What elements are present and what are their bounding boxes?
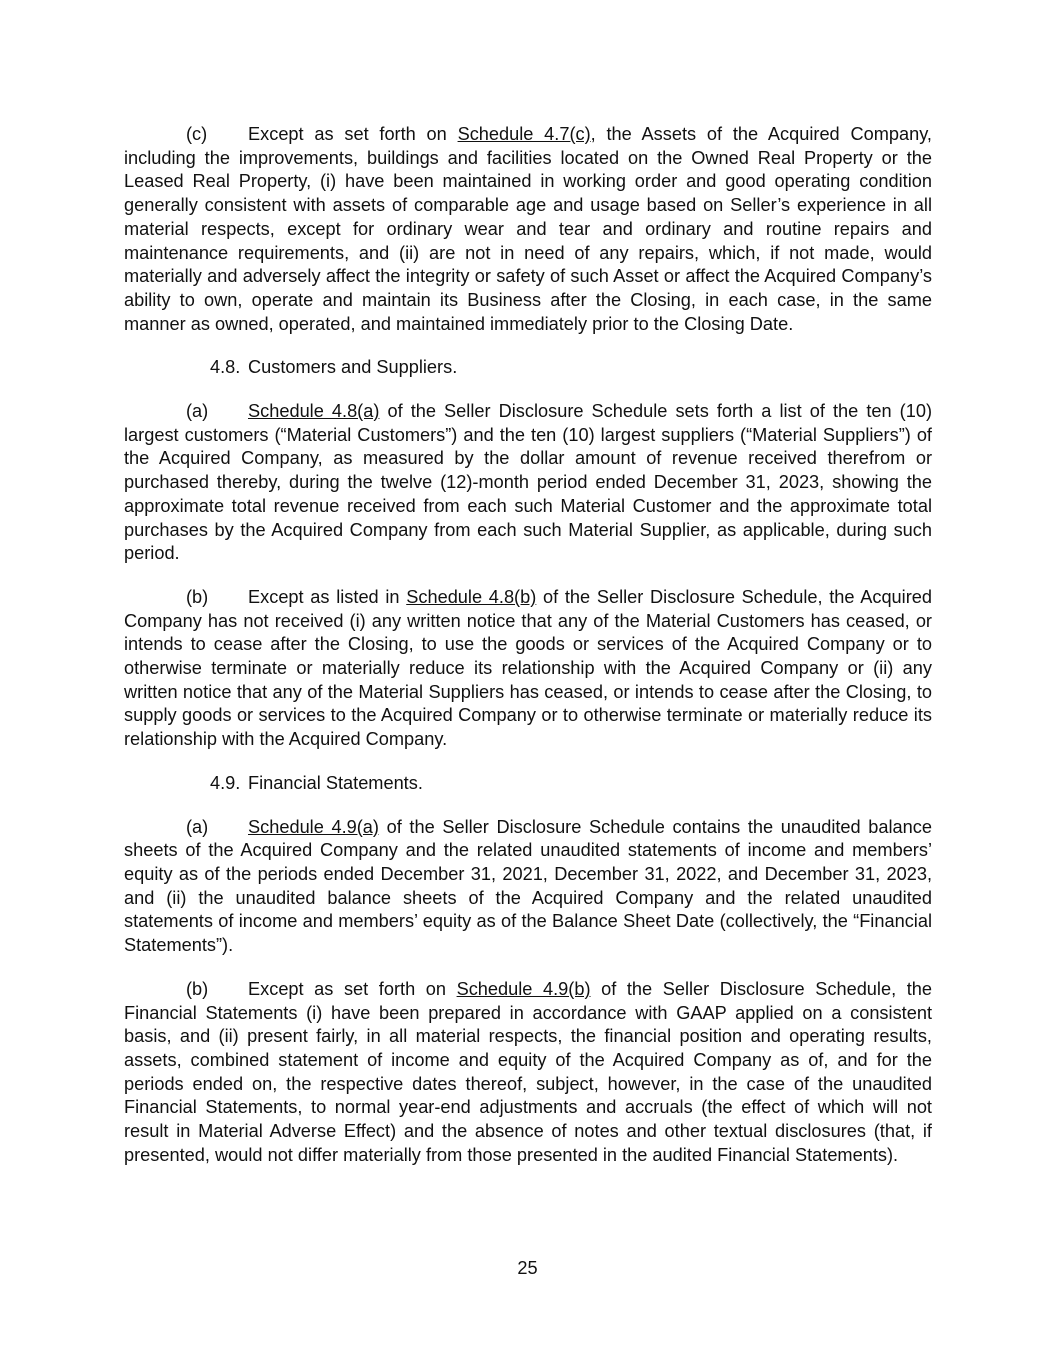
clause-text: of the Seller Disclosure Schedule sets forth a list of the ten (10) largest customers (“Material Customers”) and the ten (10) largest suppliers (“Material Suppliers”) of the Acquired Company, as measured by the dollar amount of revenue received therefrom or purchased thereby, during the twelve (12)-month period ended December 31, 2023, showing the approximate total revenue received from each such Material Customer and the approximate total purchases by the Acquired Company from each such Material Supplier, as applicable, during such period.	[124, 401, 932, 564]
clause-text: of the Seller Disclosure Schedule contains the unaudited balance sheets of the Acquired Company and the related unaudited statements of income and members’ equity as of the periods ended December 31, 2021, December 31, 2022, and December 31, 2023, and (ii) the unaudited balance sheets of the Acquired Company and the related unaudited statements of income and members’ equity as of the Balance Sheet Date (collectively, the “Financial Statements”).	[124, 816, 932, 956]
clause-label: (c)	[186, 124, 208, 144]
section-number: 4.9.	[210, 772, 241, 793]
section-heading-4-9	[210, 772, 932, 796]
clause-label: (a)	[186, 816, 209, 837]
section-title: Customers and Suppliers.	[248, 357, 458, 378]
paragraph-4-8-a	[124, 400, 932, 566]
clause-label: (b)	[186, 586, 209, 607]
schedule-reference: Schedule 4.9(b)	[456, 978, 591, 999]
page-number: 25	[517, 1258, 538, 1278]
clause-label: (a)	[186, 401, 209, 422]
clause-text: , the Assets of the Acquired Company, including the improvements, buildings and facilities located on the Owned Real Property or the Leased Real Property, (i) have been maintained in working order and good operating condition generally consistent with assets of comparable age and usage based on Seller’s experience in all material respects, except for ordinary wear and tear and ordinary and routine repairs and maintenance requirements, and (ii) are not in need of any repairs, which, if not made, would materially and adversely affect the integrity or safety of such Asset or affect the Acquired Company’s ability to own, operate and maintain its Business after the Closing, in each case, in the same manner as owned, operated, and maintained immediately prior to the Closing Date.	[124, 124, 932, 334]
section-heading-4-8	[210, 356, 932, 380]
paragraph-4-7-c	[124, 123, 932, 336]
paragraph-4-9-a	[124, 816, 932, 958]
clause-text: of the Seller Disclosure Schedule, the Financial Statements (i) have been prepared in accordance with GAAP applied on a consistent basis, and (ii) present fairly, in all material respects, the financial position and operating results, assets, combined statement of income and equity of the Acquired Company as of, and for the periods ended on, the respective dates thereof, subject, however, in the case of the unaudited Financial Statements, to normal year-end adjustments and accruals (the effect of which will not result in Material Adverse Effect) and the absence of notes and other textual disclosures (that, if presented, would not differ materially from those presented in the audited Financial Statements).	[124, 978, 932, 1165]
clause-label: (b)	[186, 978, 209, 999]
schedule-reference: Schedule 4.8(b)	[406, 586, 537, 607]
section-title: Financial Statements.	[248, 772, 423, 793]
schedule-reference: Schedule 4.8(a)	[248, 401, 380, 422]
paragraph-4-9-b	[124, 978, 932, 1168]
section-number: 4.8.	[210, 357, 241, 378]
clause-text-pre: Except as set forth on	[248, 978, 457, 999]
schedule-reference: Schedule 4.7(c)	[457, 124, 591, 144]
paragraph-4-8-b	[124, 586, 932, 752]
schedule-reference: Schedule 4.9(a)	[248, 816, 379, 837]
document-page	[124, 123, 932, 1187]
clause-text-pre: Except as listed in	[248, 586, 407, 607]
clause-text: of the Seller Disclosure Schedule, the Acquired Company has not received (i) any written notice that any of the Material Customers has ceased, or intends to cease after the Closing, to use the goods or services of the Acquired Company or to otherwise terminate or materially reduce its relationship with the Acquired Company or (ii) any written notice that any of the Material Suppliers has ceased, or intends to cease after the Closing, to supply goods or services to the Acquired Company or to otherwise terminate or materially reduce its relationship with the Acquired Company.	[124, 586, 933, 750]
clause-text-pre: Except as set forth on	[248, 124, 458, 144]
